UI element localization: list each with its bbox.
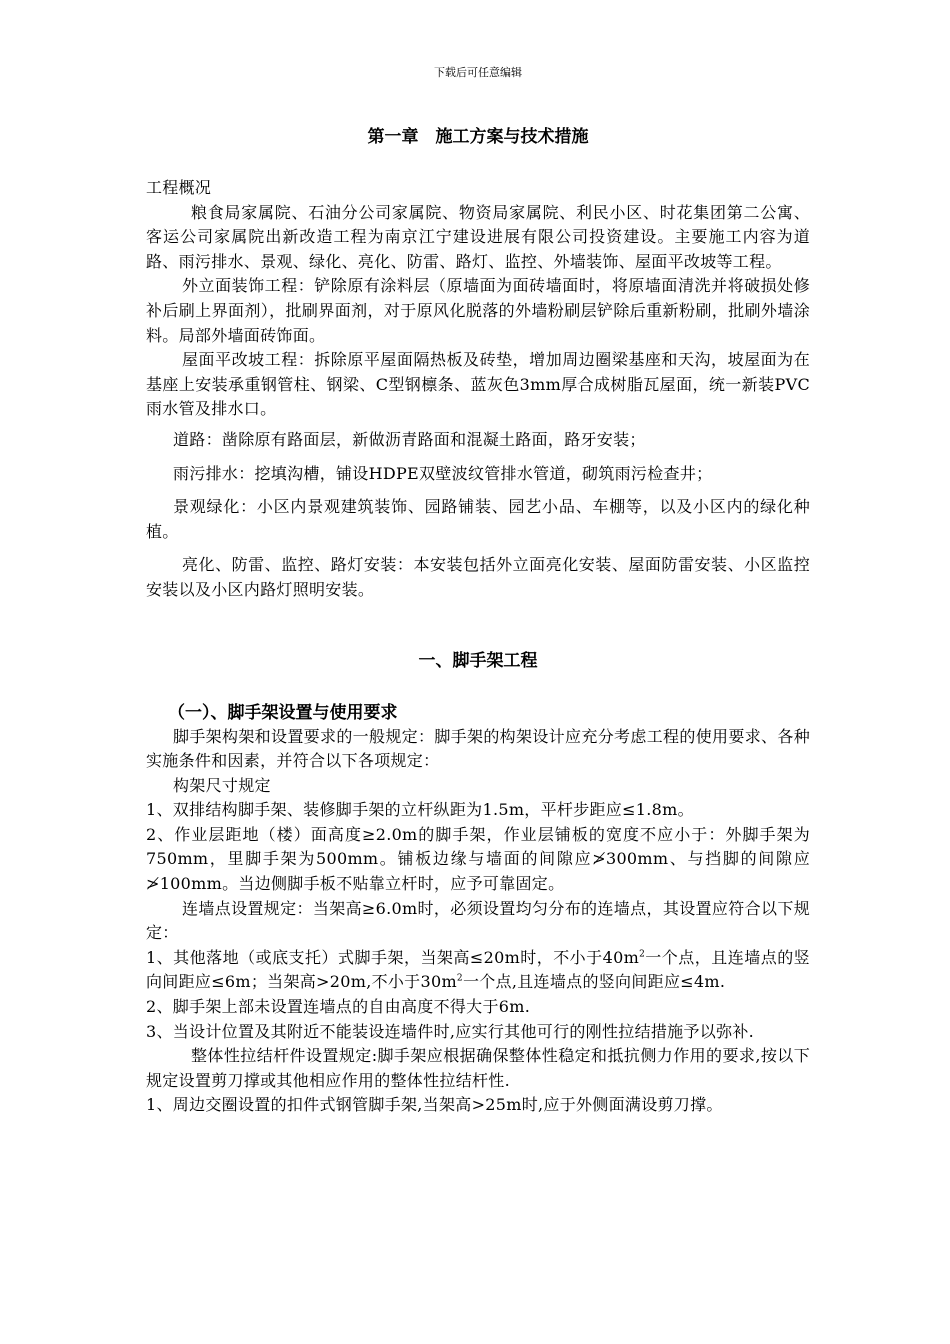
- section-title: 一、脚手架工程: [418, 650, 538, 671]
- scaffold-general-rules: 脚手架构架和设置要求的一般规定：脚手架的构架设计应充分考虑工程的使用要求、各种实施条件和因素，并符合以下各项规定：: [146, 726, 810, 771]
- overview-paragraph-roof: 屋面平改坡工程：拆除原平屋面隔热板及砖垫，增加周边圈梁基座和天沟，坡屋面为在基座上安装承重钢管柱、钢梁、C型钢檩条、蓝灰色3mm厚合成树脂瓦屋面，统一新装PVC雨水管及排水口。: [146, 350, 810, 419]
- overview-paragraph-drainage: 雨污排水：挖填沟槽，铺设HDPE双壁波纹管排水管道，砌筑雨污检查井；: [173, 463, 713, 483]
- overview-heading: 工程概况: [146, 178, 212, 197]
- scaffold-size-heading: 构架尺寸规定: [173, 775, 271, 795]
- wall-tie-rule-1: [146, 946, 810, 995]
- overview-paragraph-lighting: 亮化、防雷、监控、路灯安装：本安装包括外立面亮化安装、屋面防雷安装、小区监控安装以及小区内路灯照明安装。: [146, 555, 810, 599]
- wall-tie-rules: 连墙点设置规定：当架高≥6.0m时，必须设置均匀分布的连墙点，其设置应符合以下规定：: [146, 898, 810, 943]
- scaffold-rule-1: 1、双排结构脚手架、装修脚手架的立杆纵距为1.5m，平杆步距应≤1.8m。: [146, 800, 694, 820]
- bracing-rule-1: 1、周边交圈设置的扣件式钢管脚手架,当架高>25m时,应于外侧面满设剪刀撑。: [146, 1095, 723, 1115]
- wall-tie-rule-1-part-c: 一个点,且连墙点的竖向间距应≤4m.: [462, 972, 726, 992]
- header-note: 下载后可任意编辑: [434, 66, 522, 79]
- chapter-title: 第一章 施工方案与技术措施: [367, 127, 589, 147]
- bracing-rules: 整体性拉结杆件设置规定:脚手架应根据确保整体性稳定和抵抗侧力作用的要求,按以下规定设置剪刀撑或其他相应作用的整体性拉结杆性.: [146, 1046, 810, 1090]
- wall-tie-rule-1-part-b: 一个点，且连墙点的竖向间距应≤6m；当架高>20m,不小于30m: [146, 947, 810, 992]
- wall-tie-rule-2: 2、脚手架上部未设置连墙点的自由高度不得大于6m.: [146, 997, 531, 1017]
- overview-paragraph-1: 粮食局家属院、石油分公司家属院、物资局家属院、利民小区、时花集团第二公寓、客运公司家属院出新改造工程为南京江宁建设进展有限公司投资建设。主要施工内容为道路、雨污排水、景观、绿化、亮化、防雷、路灯、监控、外墙装饰、屋面平改坡等工程。: [146, 202, 810, 271]
- overview-paragraph-facade: 外立面装饰工程：铲除原有涂料层（原墙面为面砖墙面时，将原墙面清洗并将破损处修补后刷上界面剂），批刷界面剂，对于原风化脱落的外墙粉刷层铲除后重新粉刷，批刷外墙涂料。局部外墙面砖饰面。: [146, 276, 810, 345]
- overview-paragraph-road: 道路：凿除原有路面层，新做沥青路面和混凝土路面，路牙安装；: [173, 429, 646, 449]
- wall-tie-rule-1-part-a: 1、其他落地（或底支托）式脚手架，当架高≤20m时，不小于40m: [146, 947, 640, 967]
- overview-paragraph-landscape: 景观绿化：小区内景观建筑装饰、园路铺装、园艺小品、车棚等，以及小区内的绿化种植。: [146, 497, 810, 541]
- superscript-squared: 2: [639, 949, 646, 960]
- superscript-squared: 2: [456, 974, 463, 985]
- subsection-title: （一）、脚手架设置与使用要求: [168, 702, 398, 723]
- document-body: [146, 176, 810, 1118]
- scaffold-rule-2: 2、作业层距地（楼）面高度≥2.0m的脚手架，作业层铺板的宽度不应小于：外脚手架为750mm，里脚手架为500mm。铺板边缘与墙面的间隙应≯300mm、与挡脚的间隙应≯100mm。当边侧脚手板不贴靠立杆时，应予可靠固定。: [146, 824, 810, 894]
- wall-tie-rule-3: 3、当设计位置及其附近不能装设连墙件时,应实行其他可行的刚性拉结措施予以弥补.: [146, 1021, 755, 1041]
